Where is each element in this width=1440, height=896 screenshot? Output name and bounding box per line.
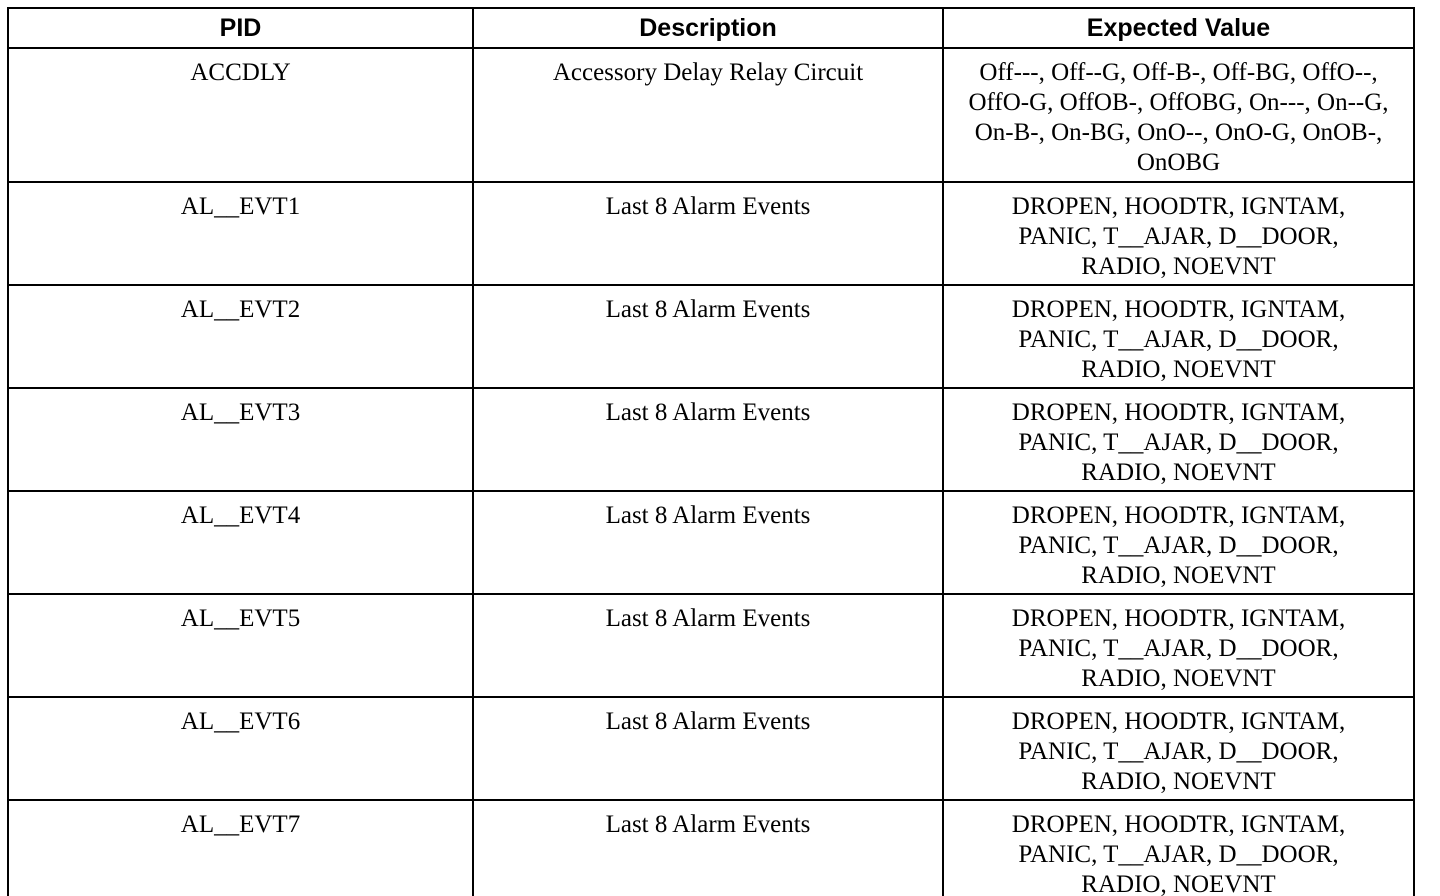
pid-table	[7, 7, 1415, 896]
cell-pid: AL__EVT2	[8, 285, 473, 388]
table-row	[8, 388, 1414, 491]
cell-expected-value	[943, 285, 1414, 388]
cell-pid: AL__EVT7	[8, 800, 473, 896]
expected-value-text: DROPEN, HOODTR, IGNTAM, PANIC, T__AJAR, D__DOOR, RADIO, NOEVNT	[1011, 605, 1346, 692]
cell-description: Last 8 Alarm Events	[473, 491, 943, 594]
cell-expected-value	[943, 491, 1414, 594]
cell-expected-value	[943, 48, 1414, 182]
table-row	[8, 697, 1414, 800]
cell-pid: AL__EVT4	[8, 491, 473, 594]
expected-value-text: DROPEN, HOODTR, IGNTAM, PANIC, T__AJAR, D__DOOR, RADIO, NOEVNT	[1011, 296, 1346, 383]
cell-pid: AL__EVT6	[8, 697, 473, 800]
table-row	[8, 285, 1414, 388]
cell-description: Last 8 Alarm Events	[473, 594, 943, 697]
cell-expected-value	[943, 594, 1414, 697]
table-row	[8, 491, 1414, 594]
cell-pid: AL__EVT3	[8, 388, 473, 491]
cell-description: Last 8 Alarm Events	[473, 285, 943, 388]
cell-description: Last 8 Alarm Events	[473, 697, 943, 800]
expected-value-text: DROPEN, HOODTR, IGNTAM, PANIC, T__AJAR, D__DOOR, RADIO, NOEVNT	[1011, 193, 1346, 280]
expected-value-text: DROPEN, HOODTR, IGNTAM, PANIC, T__AJAR, D__DOOR, RADIO, NOEVNT	[1011, 708, 1346, 795]
cell-description: Accessory Delay Relay Circuit	[473, 48, 943, 182]
cell-pid: ACCDLY	[8, 48, 473, 182]
table-row	[8, 594, 1414, 697]
header-description: Description	[473, 8, 943, 48]
table-header-row	[8, 8, 1414, 48]
header-expected-value: Expected Value	[943, 8, 1414, 48]
expected-value-text: DROPEN, HOODTR, IGNTAM, PANIC, T__AJAR, D__DOOR, RADIO, NOEVNT	[1011, 399, 1346, 486]
cell-description: Last 8 Alarm Events	[473, 800, 943, 896]
header-pid: PID	[8, 8, 473, 48]
cell-description: Last 8 Alarm Events	[473, 182, 943, 285]
expected-value-text: Off---, Off--G, Off-B-, Off-BG, OffO--, OffO-G, OffOB-, OffOBG, On---, On--G, On-B-, On-BG, OnO--, OnO-G, OnOB-, OnOBG	[968, 59, 1389, 176]
cell-pid: AL__EVT5	[8, 594, 473, 697]
expected-value-text: DROPEN, HOODTR, IGNTAM, PANIC, T__AJAR, D__DOOR, RADIO, NOEVNT	[1011, 502, 1346, 589]
cell-expected-value	[943, 388, 1414, 491]
table-row	[8, 800, 1414, 896]
cell-expected-value	[943, 182, 1414, 285]
table-row	[8, 182, 1414, 285]
expected-value-text: DROPEN, HOODTR, IGNTAM, PANIC, T__AJAR, D__DOOR, RADIO, NOEVNT	[1011, 811, 1346, 896]
cell-description: Last 8 Alarm Events	[473, 388, 943, 491]
cell-expected-value	[943, 697, 1414, 800]
table-row	[8, 48, 1414, 182]
cell-expected-value	[943, 800, 1414, 896]
cell-pid: AL__EVT1	[8, 182, 473, 285]
